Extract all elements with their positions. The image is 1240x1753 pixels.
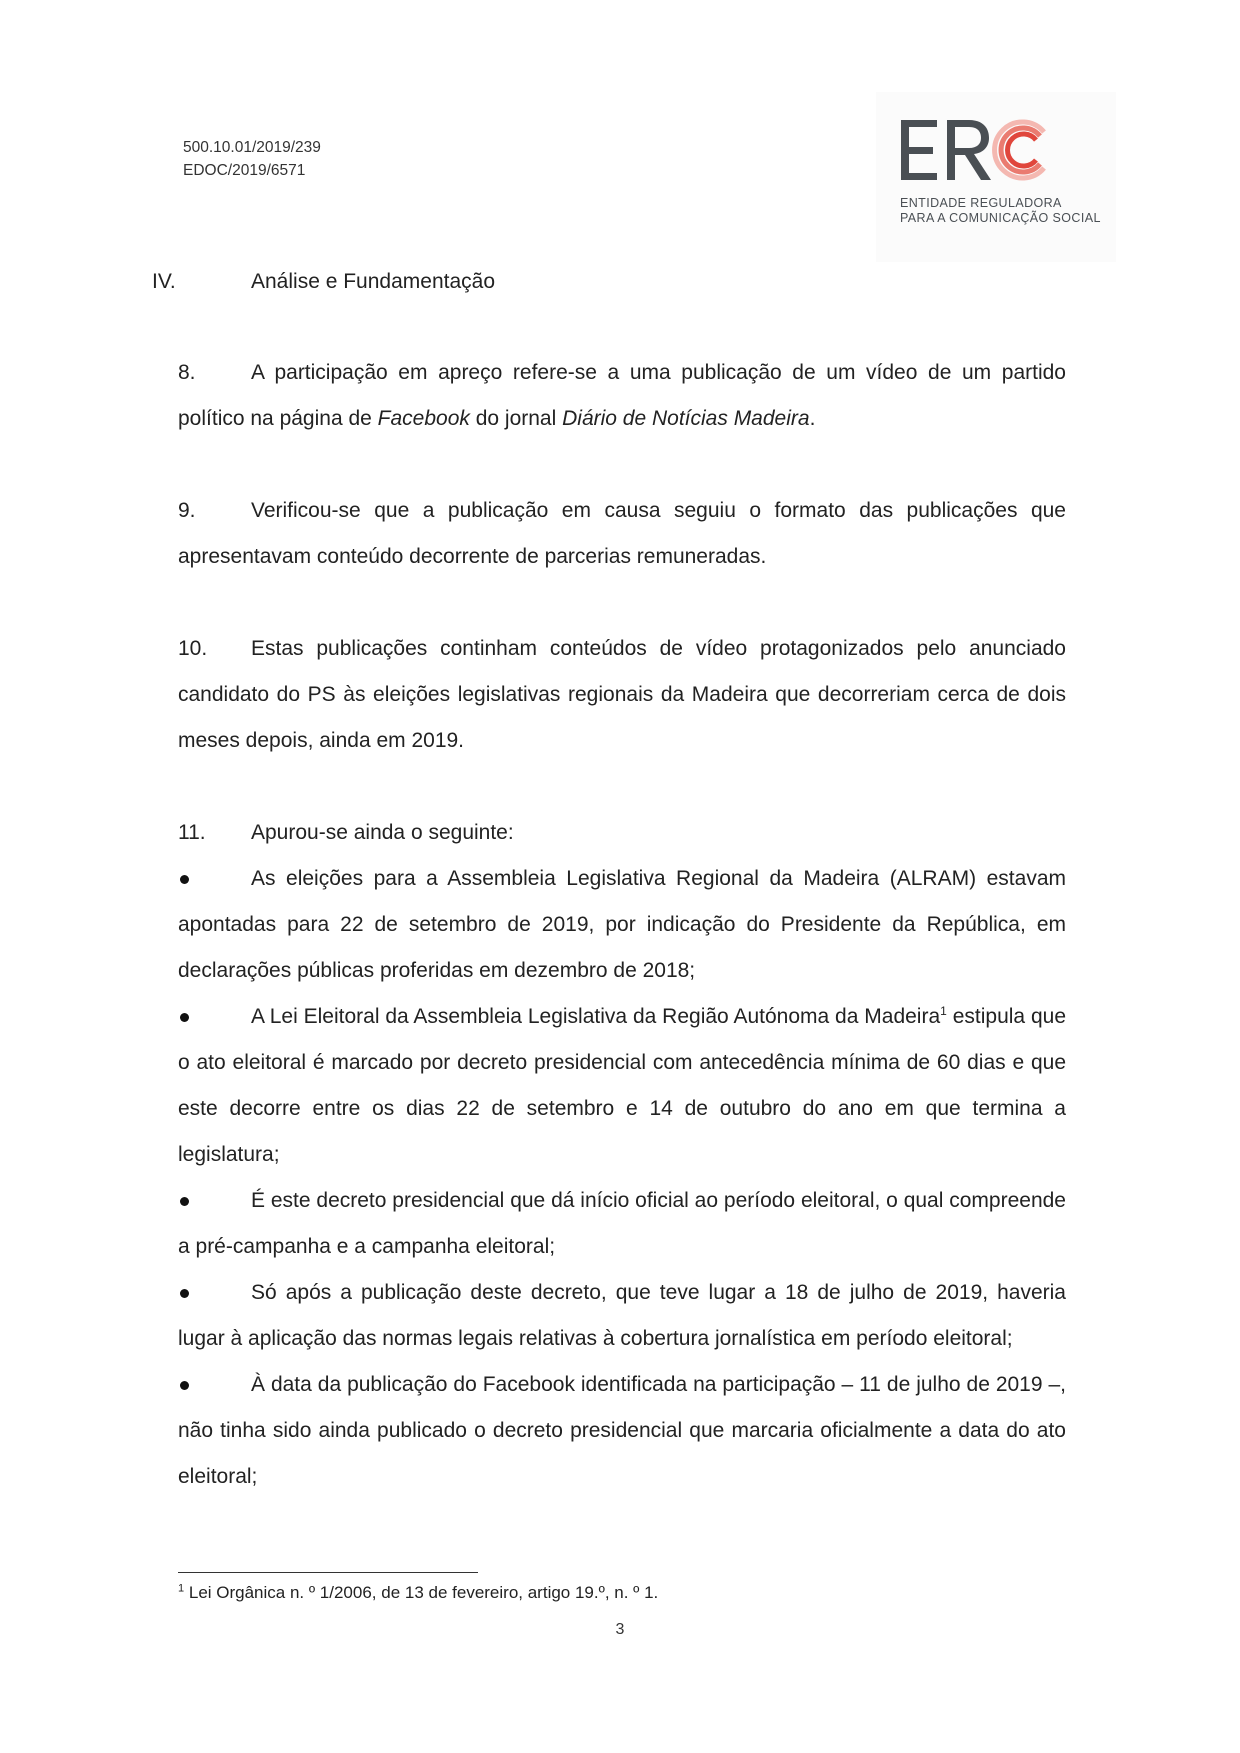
bullet-icon xyxy=(180,1197,189,1206)
bullet-icon xyxy=(180,1289,189,1298)
list-item: A Lei Eleitoral da Assembleia Legislativa da Região Autónoma da Madeira$^1$ estipula que o ato eleitoral é marcado por decreto presidencial com antecedência mínima de 60 dias e que este decorre entre os dias 22 de setembro e 14 de outubro do ano em que termina a legislatura; xyxy=(178,1004,1067,1166)
page-number: 3 xyxy=(615,1621,625,1638)
erc-logo xyxy=(876,92,1116,262)
bullet-icon xyxy=(180,1013,189,1022)
erc-logo-subtitle: ENTIDADE REGULADORA PARA A COMUNICAÇÃO SOCIAL xyxy=(900,196,1101,225)
list-item: À data da publicação do Facebook identificada na participação – 11 de julho de 2019 –, não tinha sido ainda publicado o decreto presidencial que marcaria oficialmente a data do ato eleitoral; xyxy=(178,1373,1066,1488)
paragraph-8: 8. A participação em apreço refere-se a uma publicação de um vídeo de um partido político na página de Facebook do jornal Diário de Notícias Madeira. xyxy=(178,350,1066,442)
section-title: Análise e Fundamentação xyxy=(251,270,495,293)
body-text xyxy=(178,350,1066,1500)
paragraph-9: 9. Verificou-se que a publicação em causa seguiu o formato das publicações que apresentavam conteúdo decorrente de parcerias remuneradas. xyxy=(178,488,1066,580)
footnote-text: Lei Orgânica n. º 1/2006, de 13 de fevereiro, artigo 19.º, n. º 1. xyxy=(188,1583,659,1602)
list-item: As eleições para a Assembleia Legislativa Regional da Madeira (ALRAM) estavam apontadas para 22 de setembro de 2019, por indicação do Presidente da República, em declarações públicas proferidas em dezembro de 2018; xyxy=(178,867,1066,982)
paragraph-number: 10. xyxy=(178,637,208,660)
footnote-divider xyxy=(178,1572,478,1573)
erc-logo-mark xyxy=(899,118,1049,184)
document-reference xyxy=(183,136,321,182)
section-number: IV. xyxy=(152,270,176,293)
paragraph-number: 11. xyxy=(178,821,206,844)
list-item: Só após a publicação deste decreto, que teve lugar a 18 de julho de 2019, haveria lugar à aplicação das normas legais relativas à cobertura jornalística em período eleitoral; xyxy=(178,1281,1066,1350)
footnote-mark: 1 xyxy=(178,1582,185,1595)
footnote xyxy=(178,1583,658,1603)
paragraph-11: 11. Apurou-se ainda o seguinte: xyxy=(178,810,1066,856)
edoc-number: EDOC/2019/6571 xyxy=(183,162,306,179)
paragraph-number: 8. xyxy=(178,361,196,384)
paragraph-number: 9. xyxy=(178,499,196,522)
process-number: 500.10.01/2019/239 xyxy=(183,139,321,156)
list-item: É este decreto presidencial que dá início oficial ao período eleitoral, o qual compreende a pré-campanha e a campanha eleitoral; xyxy=(178,1189,1066,1258)
paragraph-10: 10. Estas publicações continham conteúdos de vídeo protagonizados pelo anunciado candidato do PS às eleições legislativas regionais da Madeira que decorreriam cerca de dois meses depois, ainda em 2019. xyxy=(178,626,1066,764)
bullet-icon xyxy=(180,1381,189,1390)
footnote-reference[interactable]: 1 xyxy=(940,1004,947,1018)
bullet-icon xyxy=(180,875,189,884)
